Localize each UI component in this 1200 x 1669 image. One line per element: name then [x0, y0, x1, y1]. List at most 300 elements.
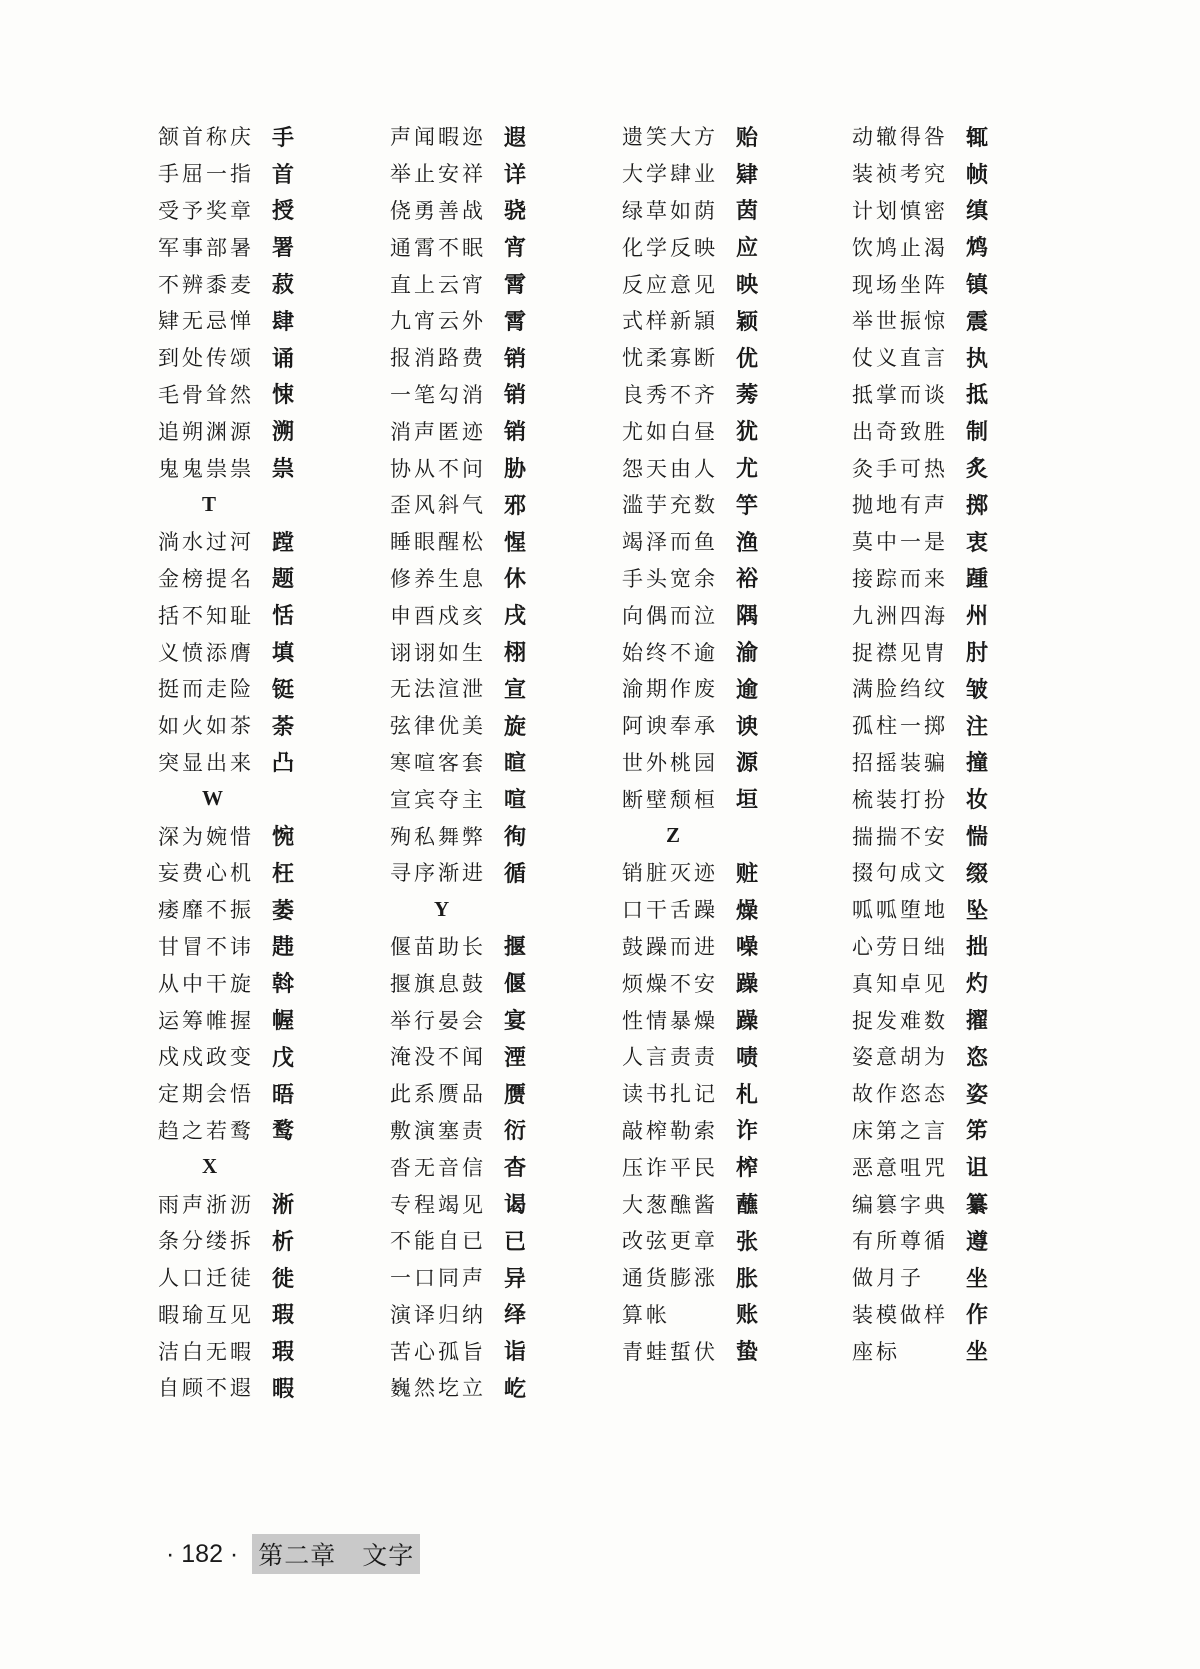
column-2: [390, 118, 526, 1406]
entry-row: [390, 118, 526, 155]
wrong-phrase: 到处传颂: [158, 346, 254, 371]
entry-row: [622, 1001, 758, 1038]
entry-row: [622, 1259, 758, 1296]
wrong-phrase: 突显出来: [158, 750, 254, 775]
entry-row: [158, 118, 294, 155]
correct-char: 映: [736, 273, 759, 299]
entry-row: [852, 560, 988, 597]
correct-char: 蘸: [736, 1193, 759, 1218]
wrong-phrase: 歪风斜气: [390, 493, 486, 518]
entry-row: [158, 1332, 294, 1369]
correct-char: 霄: [504, 309, 527, 335]
wrong-phrase: 诩诩如生: [390, 640, 486, 665]
correct-char: 赝: [504, 1082, 527, 1108]
correct-char: 作: [966, 1303, 989, 1329]
correct-char: 撞: [966, 751, 989, 777]
correct-char: 抵: [966, 383, 989, 409]
wrong-phrase: 运筹帷握: [158, 1008, 254, 1033]
entry-row: [158, 854, 294, 891]
correct-char: 萎: [272, 898, 295, 924]
entry-row: [390, 339, 526, 376]
wrong-phrase: 如火如茶: [158, 714, 254, 739]
wrong-phrase: 反应意见: [622, 272, 718, 297]
correct-char: 肄: [736, 162, 759, 188]
correct-char: 枉: [272, 861, 295, 887]
wrong-phrase: 读书扎记: [622, 1082, 718, 1107]
wrong-phrase: 寻序渐进: [390, 861, 486, 886]
entry-row: [852, 302, 988, 339]
correct-char: 宴: [504, 1009, 527, 1035]
wrong-phrase: 捉发难数: [852, 1008, 948, 1033]
wrong-phrase: 军事部暑: [158, 235, 254, 260]
wrong-phrase: 销脏灭迹: [622, 861, 718, 886]
wrong-phrase: 追朔渊源: [158, 419, 254, 444]
wrong-phrase: 颔首称庆: [158, 125, 254, 150]
correct-char: 栩: [504, 641, 527, 667]
correct-char: 灼: [966, 972, 989, 998]
entry-row: [158, 817, 294, 854]
correct-char: 胁: [504, 457, 527, 483]
wrong-phrase: 敲榨勒索: [622, 1118, 718, 1143]
wrong-phrase: 故作恣态: [852, 1082, 948, 1107]
wrong-phrase: 淹没不闻: [390, 1045, 486, 1070]
wrong-phrase: 深为婉惜: [158, 824, 254, 849]
entry-row: [158, 1369, 294, 1406]
wrong-phrase: 尤如白昼: [622, 419, 718, 444]
entry-row: [852, 1112, 988, 1149]
correct-char: 首: [272, 162, 295, 188]
wrong-phrase: 人口迁徒: [158, 1266, 254, 1291]
correct-char: 诣: [504, 1340, 527, 1366]
wrong-phrase: 手屈一指: [158, 162, 254, 187]
correct-char: 赃: [736, 861, 759, 887]
entry-row: [622, 228, 758, 265]
entry-row: [390, 265, 526, 302]
correct-char: 杳: [504, 1156, 527, 1182]
correct-char: 衷: [966, 530, 989, 556]
wrong-phrase: 毛骨耸然: [158, 382, 254, 407]
wrong-phrase: 心劳日绌: [852, 934, 948, 959]
correct-char: 暇: [272, 1376, 295, 1402]
entry-row: [622, 376, 758, 413]
correct-char: 销: [504, 383, 527, 409]
wrong-phrase: 性情暴燥: [622, 1008, 718, 1033]
entry-row: [622, 854, 758, 891]
entry-row: [158, 412, 294, 449]
wrong-phrase: 呱呱堕地: [852, 898, 948, 923]
entry-row: [622, 707, 758, 744]
wrong-phrase: 一口同声: [390, 1266, 486, 1291]
correct-char: 胀: [736, 1266, 759, 1292]
entry-row: [158, 560, 294, 597]
chapter-label: 第二章 文字: [252, 1534, 420, 1574]
correct-char: 荼: [272, 714, 295, 740]
correct-char: 菽: [272, 273, 295, 299]
entry-row: [852, 265, 988, 302]
correct-char: 垣: [736, 788, 759, 814]
correct-char: 晤: [272, 1082, 295, 1108]
entry-row: [390, 1038, 526, 1075]
wrong-phrase: 不能自已: [390, 1229, 486, 1254]
wrong-phrase: 声闻暇迩: [390, 125, 486, 150]
correct-char: 茵: [736, 199, 759, 225]
entry-row: [622, 192, 758, 229]
correct-char: 蹚: [272, 530, 295, 556]
entry-row: [852, 155, 988, 192]
correct-char: 淅: [272, 1193, 295, 1218]
correct-char: 惺: [504, 530, 527, 556]
entry-row: [390, 1001, 526, 1038]
correct-char: 源: [736, 751, 759, 777]
entry-row: [622, 1332, 758, 1369]
entry-row: [622, 1185, 758, 1222]
correct-char: 隅: [736, 604, 759, 630]
wrong-phrase: 偃苗助长: [390, 934, 486, 959]
correct-char: 颖: [736, 309, 759, 335]
entry-row: [158, 670, 294, 707]
entry-row: [622, 1222, 758, 1259]
wrong-phrase: 竭泽而鱼: [622, 530, 718, 555]
correct-char: 屹: [504, 1376, 527, 1402]
entry-row: [158, 1038, 294, 1075]
wrong-phrase: 阿谀奉承: [622, 714, 718, 739]
correct-char: 坐: [966, 1266, 989, 1292]
wrong-phrase: 通货膨涨: [622, 1266, 718, 1291]
wrong-phrase: 无法渲泄: [390, 677, 486, 702]
correct-char: 戌: [504, 604, 527, 630]
correct-char: 凸: [272, 751, 295, 777]
correct-char: 衍: [504, 1119, 527, 1145]
correct-char: 踵: [966, 567, 989, 593]
correct-char: 题: [272, 567, 295, 593]
wrong-phrase: 烦燥不安: [622, 971, 718, 996]
entry-row: [622, 412, 758, 449]
page-number: · 182 ·: [166, 1539, 239, 1568]
entry-row: [852, 1038, 988, 1075]
correct-char: 填: [272, 641, 295, 667]
correct-char: 惋: [272, 825, 295, 851]
wrong-phrase: 滥芋充数: [622, 493, 718, 518]
wrong-phrase: 招摇装骗: [852, 750, 948, 775]
correct-char: 噪: [736, 935, 759, 961]
correct-char: 遐: [504, 125, 527, 151]
entry-row: [158, 596, 294, 633]
wrong-phrase: 金榜提名: [158, 566, 254, 591]
entry-row: [390, 780, 526, 817]
wrong-phrase: 灸手可热: [852, 456, 948, 481]
correct-char: 笫: [966, 1119, 989, 1145]
entry-row: [158, 265, 294, 302]
correct-char: 宣: [504, 677, 527, 703]
correct-char: 辄: [966, 125, 989, 151]
correct-char: 掷: [966, 493, 989, 519]
correct-char: 坐: [966, 1340, 989, 1366]
entry-row: [622, 928, 758, 965]
wrong-phrase: 座标: [852, 1339, 900, 1364]
correct-char: 犹: [736, 420, 759, 446]
entry-row: [622, 633, 758, 670]
entry-row: [390, 964, 526, 1001]
wrong-phrase: 揣揣不安: [852, 824, 948, 849]
wrong-phrase: 通霄不眠: [390, 235, 486, 260]
wrong-phrase: 从中干旋: [158, 971, 254, 996]
entry-row: [390, 633, 526, 670]
wrong-phrase: 宣宾夺主: [390, 787, 486, 812]
entry-row: [852, 670, 988, 707]
wrong-phrase: 绿草如荫: [622, 198, 718, 223]
wrong-phrase: 侥勇善战: [390, 198, 486, 223]
wrong-phrase: 苦心孤旨: [390, 1339, 486, 1364]
correct-char: 悚: [272, 383, 295, 409]
entry-row: [158, 1259, 294, 1296]
correct-char: 祟: [272, 457, 295, 483]
wrong-phrase: 大学肆业: [622, 162, 718, 187]
entry-row: [390, 1296, 526, 1333]
entry-row: [622, 302, 758, 339]
wrong-phrase: 举止安祥: [390, 162, 486, 187]
entry-row: [390, 854, 526, 891]
wrong-phrase: 莫中一是: [852, 530, 948, 555]
correct-char: 账: [736, 1303, 759, 1329]
entry-row: [852, 412, 988, 449]
wrong-phrase: 始终不逾: [622, 640, 718, 665]
section-letter: Z: [666, 823, 681, 848]
entry-row: [622, 1148, 758, 1185]
entry-row: [852, 118, 988, 155]
entry-row: [390, 707, 526, 744]
correct-char: 休: [504, 567, 527, 593]
correct-char: 瑕: [272, 1303, 295, 1329]
section-letter: W: [202, 786, 223, 811]
correct-char: 诅: [966, 1156, 989, 1182]
wrong-phrase: 鼓躁而进: [622, 934, 718, 959]
correct-char: 逾: [736, 677, 759, 703]
correct-char: 霄: [504, 273, 527, 299]
entry-row: [852, 1148, 988, 1185]
correct-char: 授: [272, 199, 295, 225]
correct-char: 溯: [272, 420, 295, 446]
wrong-phrase: 申酉戍亥: [390, 603, 486, 628]
correct-char: 旋: [504, 714, 527, 740]
correct-char: 戊: [272, 1045, 295, 1071]
correct-char: 徙: [272, 1266, 295, 1292]
wrong-phrase: 戍戍政变: [158, 1045, 254, 1070]
correct-char: 执: [966, 346, 989, 372]
entry-row: [390, 670, 526, 707]
wrong-phrase: 仗义直言: [852, 346, 948, 371]
entry-row: [390, 596, 526, 633]
wrong-phrase: 抵掌而谈: [852, 382, 948, 407]
wrong-phrase: 遗笑大方: [622, 125, 718, 150]
correct-char: 诈: [736, 1119, 759, 1145]
correct-char: 渝: [736, 641, 759, 667]
wrong-phrase: 洁白无暇: [158, 1339, 254, 1364]
entry-row: [622, 523, 758, 560]
wrong-phrase: 恶意咀咒: [852, 1155, 948, 1180]
wrong-phrase: 满脸绉纹: [852, 677, 948, 702]
wrong-phrase: 协从不问: [390, 456, 486, 481]
wrong-phrase: 痿靡不振: [158, 898, 254, 923]
wrong-phrase: 甘冒不讳: [158, 934, 254, 959]
correct-char: 莠: [736, 383, 759, 409]
entry-row: [852, 449, 988, 486]
correct-char: 徇: [504, 825, 527, 851]
entry-row: [390, 486, 526, 523]
wrong-phrase: 装祯考究: [852, 162, 948, 187]
wrong-phrase: 睡眼醒松: [390, 530, 486, 555]
entry-row: [622, 486, 758, 523]
correct-char: 偃: [504, 972, 527, 998]
correct-char: 纂: [966, 1193, 989, 1218]
entry-row: [158, 192, 294, 229]
section-letter: T: [202, 491, 217, 516]
wrong-phrase: 掇句成文: [852, 861, 948, 886]
correct-char: 揠: [504, 935, 527, 961]
wrong-phrase: 专程竭见: [390, 1192, 486, 1217]
wrong-phrase: 口干舌躁: [622, 898, 718, 923]
entry-row: [622, 1296, 758, 1333]
wrong-phrase: 巍然圪立: [390, 1376, 486, 1401]
entry-row: [852, 633, 988, 670]
entry-row: [158, 1185, 294, 1222]
wrong-phrase: 算帐: [622, 1302, 670, 1327]
entry-row: [622, 744, 758, 781]
correct-char: 销: [504, 420, 527, 446]
correct-char: 喧: [504, 788, 527, 814]
correct-char: 皱: [966, 677, 989, 703]
entry-row: [852, 596, 988, 633]
wrong-phrase: 一笔勾消: [390, 382, 486, 407]
entry-row: [852, 486, 988, 523]
wrong-phrase: 修养生息: [390, 566, 486, 591]
wrong-phrase: 九洲四海: [852, 603, 948, 628]
correct-char: 竽: [736, 493, 759, 519]
column-4: [852, 118, 988, 1369]
wrong-phrase: 鬼鬼祟祟: [158, 456, 254, 481]
correct-char: 帧: [966, 162, 989, 188]
wrong-phrase: 式样新頴: [622, 309, 718, 334]
wrong-phrase: 淌水过河: [158, 530, 254, 555]
wrong-phrase: 编篡字典: [852, 1192, 948, 1217]
entry-row: [622, 118, 758, 155]
wrong-phrase: 殉私舞弊: [390, 824, 486, 849]
correct-char: 骁: [504, 199, 527, 225]
entry-row: [852, 228, 988, 265]
entry-row: [852, 744, 988, 781]
entry-row: [622, 155, 758, 192]
entry-row: [390, 928, 526, 965]
entry-row: [390, 1112, 526, 1149]
entry-row: [852, 192, 988, 229]
correct-char: 遵: [966, 1229, 989, 1255]
section-letter: Y: [434, 896, 450, 921]
wrong-phrase: 演译归纳: [390, 1302, 486, 1327]
entry-row: [390, 1222, 526, 1259]
entry-row: [158, 449, 294, 486]
wrong-phrase: 受予奖章: [158, 198, 254, 223]
correct-char: 斡: [272, 972, 295, 998]
wrong-phrase: 义愤添膺: [158, 640, 254, 665]
wrong-phrase: 动辙得咎: [852, 125, 948, 150]
correct-char: 注: [966, 714, 989, 740]
wrong-phrase: 肄无忌惮: [158, 309, 254, 334]
entry-row: [622, 780, 758, 817]
entry-row: [390, 744, 526, 781]
wrong-phrase: 姿意胡为: [852, 1045, 948, 1070]
entry-row: [390, 1369, 526, 1406]
correct-char: 详: [504, 162, 527, 188]
wrong-phrase: 怨天由人: [622, 456, 718, 481]
entry-row: [390, 1185, 526, 1222]
entry-row: [852, 523, 988, 560]
wrong-phrase: 梳装打扮: [852, 787, 948, 812]
wrong-phrase: 雨声浙沥: [158, 1192, 254, 1217]
correct-char: 绎: [504, 1303, 527, 1329]
correct-char: 湮: [504, 1045, 527, 1071]
correct-char: 躁: [736, 1009, 759, 1035]
wrong-phrase: 向偶而泣: [622, 603, 718, 628]
correct-char: 张: [736, 1229, 759, 1255]
correct-char: 擢: [966, 1009, 989, 1035]
correct-char: 札: [736, 1082, 759, 1108]
entry-row: [158, 707, 294, 744]
entry-row: [622, 964, 758, 1001]
column-1: [158, 118, 294, 1406]
entry-row: [158, 891, 294, 928]
entry-row: [852, 707, 988, 744]
correct-char: 手: [272, 125, 295, 151]
correct-char: 谀: [736, 714, 759, 740]
correct-char: 诵: [272, 346, 295, 372]
wrong-phrase: 良秀不齐: [622, 382, 718, 407]
wrong-phrase: 忧柔寡断: [622, 346, 718, 371]
correct-char: 震: [966, 309, 989, 335]
correct-char: 拙: [966, 935, 989, 961]
correct-char: 燥: [736, 898, 759, 924]
wrong-phrase: 装模做样: [852, 1302, 948, 1327]
entry-row: [622, 670, 758, 707]
correct-char: 州: [966, 604, 989, 630]
correct-char: 炙: [966, 457, 989, 483]
correct-char: 惴: [966, 825, 989, 851]
entry-row: [158, 155, 294, 192]
entry-row: [390, 817, 526, 854]
wrong-phrase: 挺而走险: [158, 677, 254, 702]
correct-char: 应: [736, 236, 759, 262]
correct-char: 恬: [272, 604, 295, 630]
entry-row: [622, 1038, 758, 1075]
entry-row: [852, 964, 988, 1001]
wrong-phrase: 妄费心机: [158, 861, 254, 886]
entry-row: [158, 523, 294, 560]
wrong-phrase: 此系赝品: [390, 1082, 486, 1107]
entry-row: [852, 1001, 988, 1038]
entry-row: [852, 854, 988, 891]
wrong-phrase: 真知卓见: [852, 971, 948, 996]
correct-char: 暄: [504, 751, 527, 777]
entry-row: [622, 891, 758, 928]
page-footer: [166, 1534, 420, 1574]
wrong-phrase: 压诈平民: [622, 1155, 718, 1180]
entry-row: [852, 891, 988, 928]
entry-row: [622, 1075, 758, 1112]
entry-row: [622, 265, 758, 302]
entry-row: [622, 339, 758, 376]
wrong-phrase: 手头宽余: [622, 566, 718, 591]
wrong-phrase: 现场坐阵: [852, 272, 948, 297]
wrong-phrase: 条分缕拆: [158, 1229, 254, 1254]
entry-row: [390, 1148, 526, 1185]
